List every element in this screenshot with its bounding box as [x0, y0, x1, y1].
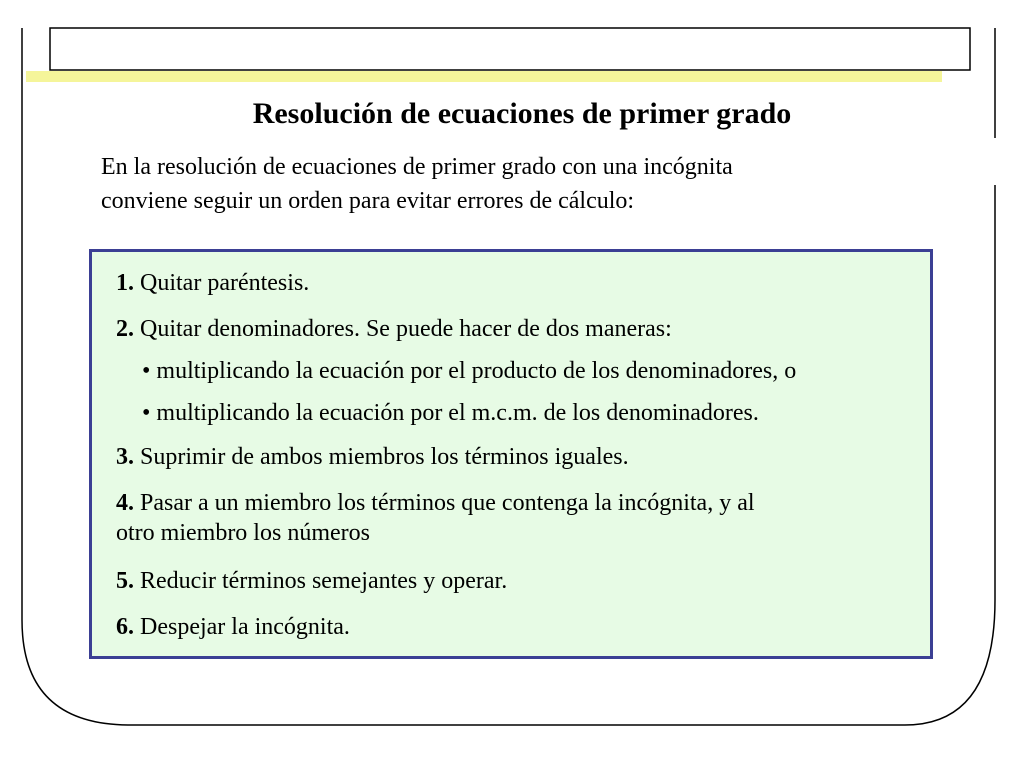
- steps-box: [89, 249, 933, 659]
- step-4: [116, 488, 755, 548]
- step-text: Pasar a un miembro los términos que contenga la incógnita, y al: [134, 490, 755, 516]
- step-text: Despejar la incógnita.: [134, 614, 350, 640]
- intro-line-2: conviene seguir un orden para evitar errores de cálculo:: [101, 188, 635, 214]
- header-box: [50, 28, 970, 70]
- step-text: Reducir términos semejantes y operar.: [134, 568, 508, 594]
- step-text: Suprimir de ambos miembros los términos iguales.: [134, 444, 629, 470]
- page-title: Resolución de ecuaciones de primer grado: [252, 97, 792, 130]
- step-1: [116, 268, 309, 298]
- step-6: [116, 612, 350, 642]
- step-text: Quitar paréntesis.: [134, 270, 310, 296]
- intro-text: [101, 150, 901, 218]
- step-2: [116, 314, 672, 344]
- step-number: 6.: [116, 614, 134, 640]
- step-number: 3.: [116, 444, 134, 470]
- step-text-continued: otro miembro los números: [116, 520, 370, 546]
- step-number: 5.: [116, 568, 134, 594]
- step-text: Quitar denominadores. Se puede hacer de dos maneras:: [134, 316, 672, 342]
- bullet-2: • multiplicando la ecuación por el m.c.m. de los denominadores.: [142, 400, 759, 426]
- step-number: 4.: [116, 490, 134, 516]
- step-number: 2.: [116, 316, 134, 342]
- bullet-1: • multiplicando la ecuación por el producto de los denominadores, o: [142, 358, 797, 384]
- step-number: 1.: [116, 270, 134, 296]
- intro-line-1: En la resolución de ecuaciones de primer grado con una incógnita: [101, 154, 733, 180]
- accent-bar: [26, 71, 942, 82]
- step-3: [116, 442, 629, 472]
- step-5: [116, 566, 507, 596]
